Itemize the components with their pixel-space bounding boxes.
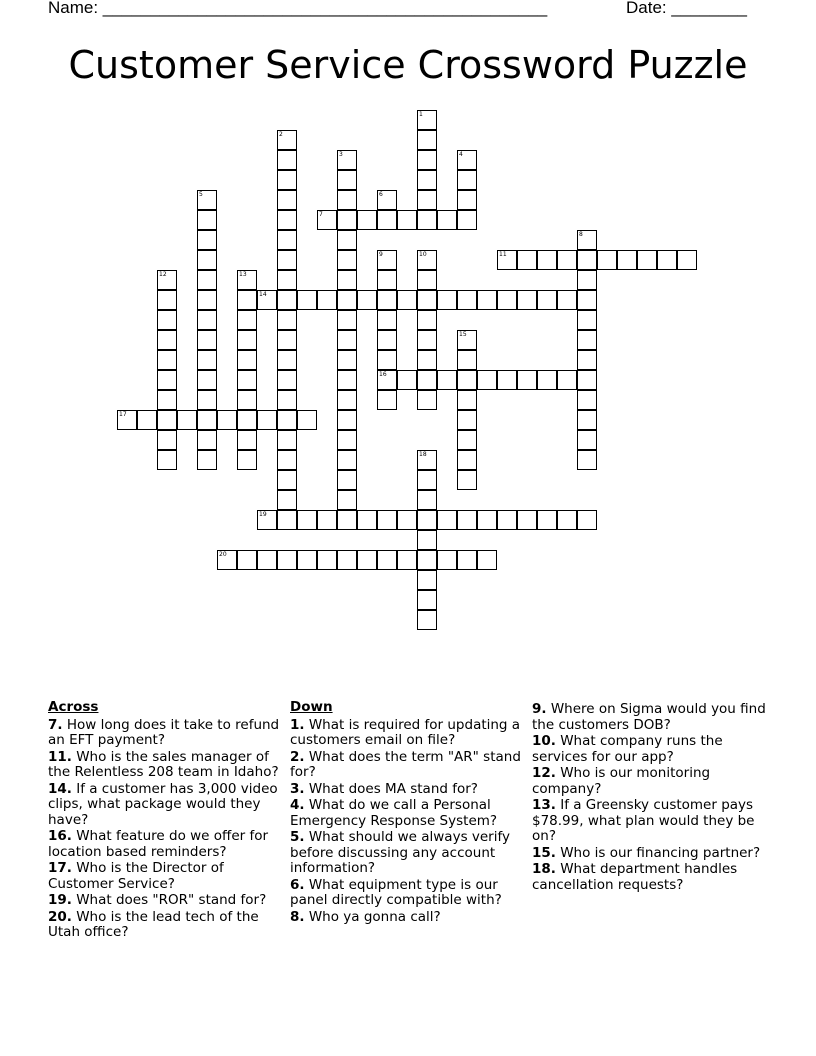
- crossword-cell[interactable]: [377, 250, 397, 270]
- clue-item: [48, 861, 286, 892]
- crossword-cell[interactable]: [357, 550, 377, 570]
- crossword-cell[interactable]: [237, 350, 257, 370]
- crossword-cell[interactable]: [457, 430, 477, 450]
- clue-number-label: 13.: [532, 797, 556, 813]
- crossword-cell[interactable]: [197, 350, 217, 370]
- crossword-cell[interactable]: [277, 250, 297, 270]
- clue-text: Where on Sigma would you find the customers DOB?: [532, 701, 766, 733]
- crossword-cell[interactable]: [277, 230, 297, 250]
- crossword-cell[interactable]: [457, 170, 477, 190]
- clue-text: What department handles cancellation requests?: [532, 861, 738, 893]
- crossword-cell[interactable]: [417, 490, 437, 510]
- crossword-cell[interactable]: [437, 370, 457, 390]
- crossword-cell[interactable]: [197, 450, 217, 470]
- clue-text: What feature do we offer for location based reminders?: [48, 828, 269, 860]
- clue-text: Who is the sales manager of the Relentless 208 team in Idaho?: [48, 748, 279, 780]
- crossword-cell[interactable]: [277, 130, 297, 150]
- clue-item: [48, 910, 286, 941]
- crossword-cell[interactable]: [277, 330, 297, 350]
- clue-item: [532, 702, 772, 733]
- crossword-cell[interactable]: [637, 250, 657, 270]
- crossword-cell[interactable]: [577, 350, 597, 370]
- crossword-cell[interactable]: [237, 450, 257, 470]
- crossword-cell[interactable]: [297, 410, 317, 430]
- clue-text: If a customer has 3,000 video clips, what package would they have?: [48, 780, 278, 828]
- clue-item: [290, 718, 528, 749]
- crossword-cell[interactable]: [397, 370, 417, 390]
- clue-number: 6: [379, 191, 383, 198]
- clue-number: 19: [259, 511, 267, 518]
- crossword-cell[interactable]: [477, 510, 497, 530]
- name-field-label: Name: _______________________________________________: [48, 0, 548, 17]
- clue-number-label: 8.: [290, 908, 305, 925]
- crossword-cell[interactable]: [437, 510, 457, 530]
- clue-text: Who is our financing partner?: [555, 844, 761, 861]
- crossword-cell[interactable]: [157, 430, 177, 450]
- clue-number-label: 14.: [48, 780, 72, 797]
- crossword-cell[interactable]: [277, 290, 297, 310]
- down-clues: [290, 700, 528, 926]
- clue-number: 12: [159, 271, 167, 278]
- crossword-cell[interactable]: [417, 210, 437, 230]
- crossword-cell[interactable]: [277, 490, 297, 510]
- clue-item: [532, 798, 772, 845]
- crossword-cell[interactable]: [277, 470, 297, 490]
- crossword-cell[interactable]: [237, 370, 257, 390]
- crossword-cell[interactable]: [577, 450, 597, 470]
- crossword-cell[interactable]: [397, 550, 417, 570]
- clue-item: [532, 862, 772, 893]
- crossword-cell[interactable]: [317, 210, 337, 230]
- crossword-cell[interactable]: [417, 290, 437, 310]
- clue-item: [290, 750, 528, 781]
- clue-text: How long does it take to refund an EFT payment?: [48, 716, 280, 748]
- crossword-cell[interactable]: [317, 510, 337, 530]
- clue-number-label: 3.: [290, 780, 305, 797]
- clue-number: 7: [319, 211, 323, 218]
- crossword-cell[interactable]: [597, 250, 617, 270]
- page-title: Customer Service Crossword Puzzle: [68, 43, 748, 87]
- crossword-cell[interactable]: [377, 350, 397, 370]
- crossword-cell[interactable]: [477, 290, 497, 310]
- crossword-cell[interactable]: [457, 550, 477, 570]
- crossword-cell[interactable]: [497, 250, 517, 270]
- crossword-cell[interactable]: [237, 310, 257, 330]
- crossword-cell[interactable]: [517, 510, 537, 530]
- clue-number-label: 16.: [48, 828, 72, 844]
- clue-number: 1: [419, 111, 423, 118]
- crossword-cell[interactable]: [257, 290, 277, 310]
- crossword-cell[interactable]: [157, 450, 177, 470]
- down-heading: Down: [290, 699, 333, 715]
- crossword-cell[interactable]: [277, 510, 297, 530]
- crossword-cell[interactable]: [197, 210, 217, 230]
- clue-item: [48, 782, 286, 829]
- clue-number: 16: [379, 371, 387, 378]
- clue-item: [290, 782, 528, 798]
- clue-text: Who is the lead tech of the Utah office?: [48, 908, 259, 940]
- crossword-cell[interactable]: [257, 550, 277, 570]
- clue-number: 2: [279, 131, 283, 138]
- crossword-cell[interactable]: [417, 170, 437, 190]
- clue-number: 15: [459, 331, 467, 338]
- crossword-cell[interactable]: [337, 490, 357, 510]
- crossword-cell[interactable]: [337, 550, 357, 570]
- crossword-cell[interactable]: [457, 370, 477, 390]
- crossword-cell[interactable]: [457, 510, 477, 530]
- crossword-cell[interactable]: [457, 210, 477, 230]
- crossword-cell[interactable]: [237, 290, 257, 310]
- clue-item: [532, 846, 772, 862]
- crossword-cell[interactable]: [457, 450, 477, 470]
- clue-number-label: 20.: [48, 908, 72, 925]
- crossword-cell[interactable]: [157, 350, 177, 370]
- crossword-cell[interactable]: [277, 450, 297, 470]
- crossword-cell[interactable]: [277, 370, 297, 390]
- crossword-cell[interactable]: [197, 190, 217, 210]
- crossword-cell[interactable]: [517, 290, 537, 310]
- crossword-cell[interactable]: [157, 290, 177, 310]
- crossword-cell[interactable]: [197, 410, 217, 430]
- crossword-cell[interactable]: [417, 470, 437, 490]
- crossword-cell[interactable]: [537, 290, 557, 310]
- clue-number: 3: [339, 151, 343, 158]
- crossword-cell[interactable]: [197, 310, 217, 330]
- clue-number-label: 18.: [532, 861, 556, 877]
- crossword-cell[interactable]: [197, 430, 217, 450]
- crossword-cell[interactable]: [237, 410, 257, 430]
- crossword-cell[interactable]: [157, 410, 177, 430]
- crossword-cell[interactable]: [377, 370, 397, 390]
- crossword-cell[interactable]: [237, 550, 257, 570]
- crossword-cell[interactable]: [237, 390, 257, 410]
- clue-number: 5: [199, 191, 203, 198]
- crossword-cell[interactable]: [277, 210, 297, 230]
- clue-text: Who ya gonna call?: [304, 908, 441, 925]
- clue-number: 18: [419, 451, 427, 458]
- clue-number-label: 7.: [48, 716, 63, 733]
- crossword-cell[interactable]: [337, 510, 357, 530]
- clue-number-label: 19.: [48, 892, 72, 908]
- crossword-cell[interactable]: [337, 310, 357, 330]
- crossword-cell[interactable]: [437, 210, 457, 230]
- crossword-cell[interactable]: [277, 170, 297, 190]
- crossword-cell[interactable]: [517, 250, 537, 270]
- crossword-cell[interactable]: [277, 410, 297, 430]
- clue-number-label: 1.: [290, 716, 305, 733]
- clue-item: [290, 830, 528, 877]
- crossword-cell[interactable]: [337, 450, 357, 470]
- clue-number-label: 4.: [290, 797, 305, 813]
- clue-item: [48, 893, 286, 909]
- crossword-cell[interactable]: [277, 350, 297, 370]
- crossword-cell[interactable]: [337, 170, 357, 190]
- crossword-cell[interactable]: [337, 190, 357, 210]
- crossword-cell[interactable]: [577, 290, 597, 310]
- clue-text: If a Greensky customer pays $78.99, what plan would they be on?: [532, 797, 755, 844]
- crossword-cell[interactable]: [297, 510, 317, 530]
- crossword-cell[interactable]: [357, 290, 377, 310]
- crossword-cell[interactable]: [157, 270, 177, 290]
- crossword-cell[interactable]: [217, 550, 237, 570]
- crossword-cell[interactable]: [337, 390, 357, 410]
- clue-item: [48, 750, 286, 781]
- clue-number: 4: [459, 151, 463, 158]
- clue-number-label: 2.: [290, 748, 305, 765]
- crossword-cell[interactable]: [477, 550, 497, 570]
- crossword-cell[interactable]: [277, 270, 297, 290]
- crossword-cell[interactable]: [557, 370, 577, 390]
- crossword-cell[interactable]: [237, 330, 257, 350]
- clue-item: [48, 718, 286, 749]
- crossword-cell[interactable]: [577, 330, 597, 350]
- clue-item: [532, 734, 772, 765]
- crossword-cell[interactable]: [437, 550, 457, 570]
- crossword-cell[interactable]: [357, 510, 377, 530]
- crossword-cell[interactable]: [457, 290, 477, 310]
- crossword-cell[interactable]: [577, 390, 597, 410]
- clue-text: What does MA stand for?: [304, 780, 478, 797]
- crossword-cell[interactable]: [457, 330, 477, 350]
- crossword-cell[interactable]: [337, 330, 357, 350]
- clue-text: What do we call a Personal Emergency Response System?: [290, 797, 498, 829]
- crossword-cell[interactable]: [417, 330, 437, 350]
- crossword-cell[interactable]: [337, 250, 357, 270]
- crossword-cell[interactable]: [557, 510, 577, 530]
- crossword-cell[interactable]: [337, 270, 357, 290]
- crossword-cell[interactable]: [437, 290, 457, 310]
- crossword-cell[interactable]: [417, 130, 437, 150]
- clue-text: Who is the Director of Customer Service?: [48, 860, 224, 892]
- crossword-cell[interactable]: [657, 250, 677, 270]
- crossword-cell[interactable]: [457, 350, 477, 370]
- crossword-cell[interactable]: [417, 350, 437, 370]
- crossword-cell[interactable]: [337, 370, 357, 390]
- crossword-cell[interactable]: [417, 270, 437, 290]
- clue-number: 10: [419, 251, 427, 258]
- crossword-cell[interactable]: [197, 330, 217, 350]
- clue-item: [290, 798, 528, 829]
- clue-number-label: 6.: [290, 876, 305, 893]
- clue-number-label: 5.: [290, 829, 305, 845]
- crossword-cell[interactable]: [277, 190, 297, 210]
- crossword-cell[interactable]: [137, 410, 157, 430]
- clue-item: [48, 829, 286, 860]
- clue-number-label: 9.: [532, 701, 547, 717]
- across-heading: Across: [48, 699, 99, 715]
- crossword-cell[interactable]: [417, 110, 437, 130]
- crossword-cell[interactable]: [457, 390, 477, 410]
- crossword-cell[interactable]: [417, 610, 437, 630]
- crossword-cell[interactable]: [577, 370, 597, 390]
- crossword-cell[interactable]: [397, 210, 417, 230]
- crossword-cell[interactable]: [417, 310, 437, 330]
- crossword-cell[interactable]: [377, 190, 397, 210]
- crossword-cell[interactable]: [417, 530, 437, 550]
- clue-number-label: 12.: [532, 765, 556, 781]
- crossword-cell[interactable]: [537, 250, 557, 270]
- crossword-cell[interactable]: [197, 390, 217, 410]
- clue-number: 11: [499, 251, 507, 258]
- crossword-cell[interactable]: [197, 230, 217, 250]
- clue-text: What company runs the services for our app?: [532, 733, 723, 765]
- crossword-cell[interactable]: [317, 290, 337, 310]
- crossword-cell[interactable]: [217, 410, 237, 430]
- clue-number: 9: [379, 251, 383, 258]
- crossword-cell[interactable]: [377, 550, 397, 570]
- crossword-cell[interactable]: [317, 550, 337, 570]
- crossword-cell[interactable]: [577, 230, 597, 250]
- crossword-cell[interactable]: [557, 290, 577, 310]
- crossword-cell[interactable]: [237, 430, 257, 450]
- crossword-cell[interactable]: [577, 410, 597, 430]
- crossword-cell[interactable]: [337, 210, 357, 230]
- crossword-cell[interactable]: [377, 310, 397, 330]
- clue-text: Who is our monitoring company?: [532, 765, 711, 797]
- crossword-cell[interactable]: [417, 250, 437, 270]
- crossword-cell[interactable]: [337, 430, 357, 450]
- crossword-cell[interactable]: [337, 150, 357, 170]
- crossword-cell[interactable]: [337, 470, 357, 490]
- clue-text: What does "ROR" stand for?: [71, 892, 267, 908]
- crossword-cell[interactable]: [377, 390, 397, 410]
- clue-item: [532, 766, 772, 797]
- crossword-cell[interactable]: [197, 250, 217, 270]
- crossword-cell[interactable]: [157, 370, 177, 390]
- crossword-cell[interactable]: [417, 550, 437, 570]
- clue-number-label: 11.: [48, 748, 72, 765]
- crossword-cell[interactable]: [537, 510, 557, 530]
- clue-number-label: 15.: [532, 844, 556, 861]
- crossword-cell[interactable]: [297, 290, 317, 310]
- crossword-cell[interactable]: [417, 510, 437, 530]
- date-field-label: Date: ________: [626, 0, 747, 17]
- crossword-cell[interactable]: [417, 190, 437, 210]
- crossword-cell[interactable]: [157, 390, 177, 410]
- across-clues: [48, 700, 286, 942]
- clue-number: 13: [239, 271, 247, 278]
- clue-item: [290, 910, 528, 926]
- crossword-cell[interactable]: [377, 290, 397, 310]
- crossword-cell[interactable]: [297, 550, 317, 570]
- crossword-cell[interactable]: [377, 330, 397, 350]
- crossword-cell[interactable]: [577, 310, 597, 330]
- crossword-cell[interactable]: [337, 230, 357, 250]
- crossword-cell[interactable]: [577, 250, 597, 270]
- crossword-cell[interactable]: [197, 270, 217, 290]
- crossword-cell[interactable]: [397, 290, 417, 310]
- crossword-cell[interactable]: [257, 510, 277, 530]
- crossword-cell[interactable]: [417, 150, 437, 170]
- crossword-cell[interactable]: [577, 430, 597, 450]
- crossword-cell[interactable]: [277, 430, 297, 450]
- crossword-cell[interactable]: [337, 290, 357, 310]
- crossword-cell[interactable]: [277, 550, 297, 570]
- crossword-cell[interactable]: [517, 370, 537, 390]
- crossword-cell[interactable]: [377, 510, 397, 530]
- clue-number: 14: [259, 291, 267, 298]
- clue-number: 8: [579, 231, 583, 238]
- clue-number: 17: [119, 411, 127, 418]
- crossword-cell[interactable]: [117, 410, 137, 430]
- crossword-cell[interactable]: [417, 390, 437, 410]
- crossword-cell[interactable]: [357, 210, 377, 230]
- crossword-cell[interactable]: [417, 450, 437, 470]
- crossword-cell[interactable]: [157, 310, 177, 330]
- crossword-cell[interactable]: [457, 150, 477, 170]
- crossword-cell[interactable]: [577, 270, 597, 290]
- crossword-cell[interactable]: [477, 370, 497, 390]
- crossword-cell[interactable]: [337, 410, 357, 430]
- crossword-cell[interactable]: [377, 210, 397, 230]
- clue-text: What is required for updating a customers email on file?: [290, 716, 521, 748]
- clue-text: What should we always verify before discussing any account information?: [290, 829, 510, 876]
- clue-text: What does the term "AR" stand for?: [290, 748, 521, 780]
- crossword-cell[interactable]: [497, 510, 517, 530]
- crossword-cell[interactable]: [277, 390, 297, 410]
- crossword-cell[interactable]: [257, 410, 277, 430]
- crossword-cell[interactable]: [337, 350, 357, 370]
- crossword-cell[interactable]: [197, 290, 217, 310]
- crossword-cell[interactable]: [277, 150, 297, 170]
- clue-number-label: 10.: [532, 733, 556, 749]
- crossword-cell[interactable]: [417, 570, 437, 590]
- crossword-cell[interactable]: [377, 270, 397, 290]
- crossword-cell[interactable]: [457, 190, 477, 210]
- crossword-cell[interactable]: [557, 250, 577, 270]
- crossword-cell[interactable]: [677, 250, 697, 270]
- crossword-cell[interactable]: [157, 330, 177, 350]
- crossword-cell[interactable]: [397, 510, 417, 530]
- crossword-cell[interactable]: [277, 310, 297, 330]
- crossword-cell[interactable]: [177, 410, 197, 430]
- crossword-cell[interactable]: [237, 270, 257, 290]
- crossword-cell[interactable]: [497, 370, 517, 390]
- crossword-cell[interactable]: [457, 470, 477, 490]
- crossword-cell[interactable]: [617, 250, 637, 270]
- crossword-cell[interactable]: [417, 370, 437, 390]
- clue-text: What equipment type is our panel directly compatible with?: [290, 876, 502, 908]
- crossword-cell[interactable]: [497, 290, 517, 310]
- down-clues-continued: [532, 702, 772, 894]
- clue-number-label: 17.: [48, 860, 72, 876]
- crossword-cell[interactable]: [577, 510, 597, 530]
- crossword-cell[interactable]: [197, 370, 217, 390]
- clue-item: [290, 878, 528, 909]
- crossword-cell[interactable]: [417, 590, 437, 610]
- crossword-cell[interactable]: [537, 370, 557, 390]
- crossword-cell[interactable]: [457, 410, 477, 430]
- clue-number: 20: [219, 551, 227, 558]
